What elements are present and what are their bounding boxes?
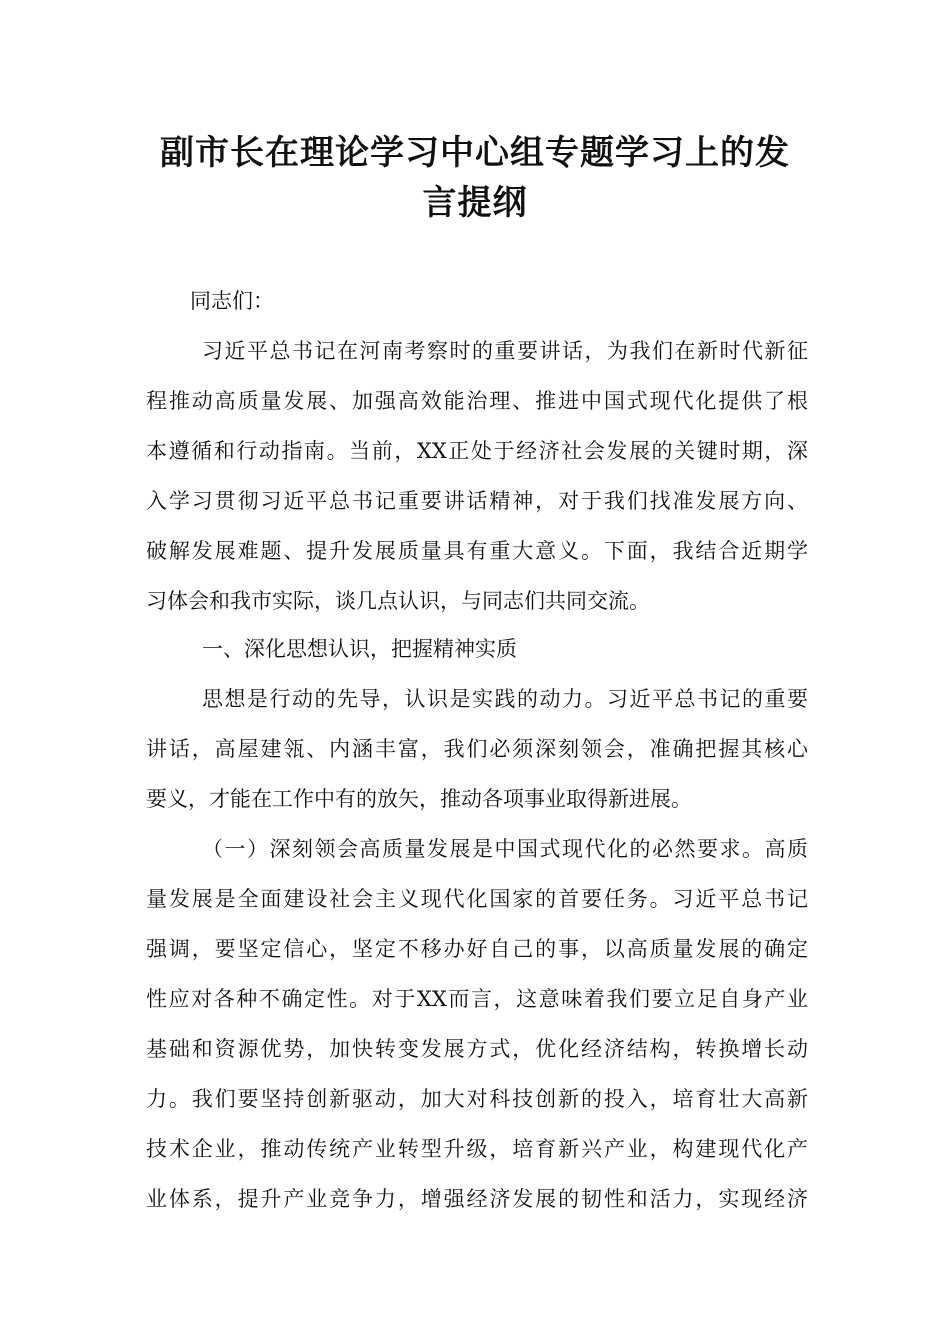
section-1-heading-text: 一、深化思想认识，把握精神实质 [202, 637, 517, 661]
intro-line: 入学习贯彻习近平总书记重要讲话精神，对于我们找准发展方向、 [146, 489, 808, 513]
salutation [146, 276, 808, 326]
intro-line: 破解发展难题、提升发展质量具有重大意义。下面，我结合近期学 [146, 539, 808, 563]
intro-line: 程推动高质量发展、加强高效能治理、推进中国式现代化提供了根 [146, 389, 808, 413]
salutation-text: 同志们： [190, 289, 274, 313]
subsection-1-line: 量发展是全面建设社会主义现代化国家的首要任务。习近平总书记 [146, 887, 808, 911]
document-title [140, 128, 810, 228]
intro-line: 习体会和我市实际，谈几点认识，与同志们共同交流。 [146, 589, 650, 613]
section-1-line: 思想是行动的先导，认识是实践的动力。习近平总书记的重要 [202, 687, 808, 711]
subsection-1-line: 基础和资源优势，加快转变发展方式，优化经济结构，转换增长动 [146, 1037, 808, 1061]
subsection-1-line: 业体系，提升产业竞争力，增强经济发展的韧性和活力，实现经济 [146, 1187, 808, 1211]
title-line-2: 言提纲 [422, 183, 528, 223]
intro-line: 习近平总书记在河南考察时的重要讲话，为我们在新时代新征 [202, 339, 808, 363]
subsection-1-line: 强调，要坚定信心，坚定不移办好自己的事，以高质量发展的确定 [146, 937, 808, 961]
subsection-1-line: 力。我们要坚持创新驱动，加大对科技创新的投入，培育壮大高新 [146, 1087, 808, 1111]
section-1-line: 讲话，高屋建瓴、内涵丰富，我们必须深刻领会，准确把握其核心 [146, 737, 808, 761]
subsection-1-line: 技术企业，推动传统产业转型升级，培育新兴产业，构建现代化产 [146, 1137, 808, 1161]
intro-paragraph [146, 326, 808, 626]
intro-line: 本遵循和行动指南。当前，XX正处于经济社会发展的关键时期，深 [146, 439, 808, 463]
subsection-1-paragraph [146, 824, 808, 1224]
section-1-paragraph [146, 674, 808, 824]
subsection-1-line: 性应对各种不确定性。对于XX而言，这意味着我们要立足自身产业 [146, 987, 808, 1011]
title-line-1: 副市长在理论学习中心组专题学习上的发 [160, 133, 790, 173]
subsection-1-line: （一）深刻领会高质量发展是中国式现代化的必然要求。高质 [202, 837, 808, 861]
section-1-heading [146, 624, 808, 674]
section-1-line: 要义，才能在工作中有的放矢，推动各项事业取得新进展。 [146, 787, 692, 811]
